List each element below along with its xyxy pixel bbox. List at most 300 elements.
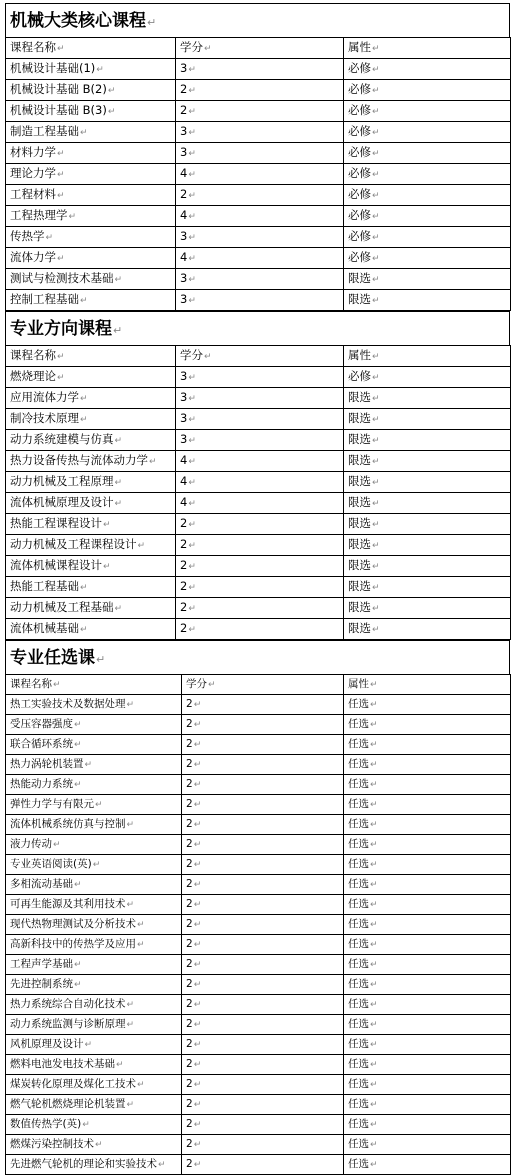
course-name-cell: 动力机械及工程课程设计↵ (6, 535, 176, 556)
cell-text: 数值传热学(英) (10, 1118, 82, 1130)
table-row (6, 248, 511, 269)
course-name-cell: 先进燃气轮机的理论和实验技术↵ (6, 1155, 182, 1175)
credit-cell: 3↵ (176, 290, 344, 311)
credit-cell: 3↵ (176, 143, 344, 164)
attribute-cell: 任选↵ (344, 835, 511, 855)
cell-text: 限选 (348, 271, 371, 285)
cell-text: 必修 (348, 145, 371, 159)
attribute-cell: 限选↵ (344, 598, 511, 619)
table-row (6, 577, 511, 598)
course-name-cell: 工程声学基础↵ (6, 955, 182, 975)
cell-text: 任选 (348, 958, 369, 970)
course-name-cell: 流体机械系统仿真与控制↵ (6, 815, 182, 835)
cell-text: 任选 (348, 798, 369, 810)
course-name-cell: 应用流体力学↵ (6, 388, 176, 409)
cell-text: 2 (186, 1058, 193, 1070)
credit-cell: 2↵ (182, 835, 344, 855)
cell-text: 2 (186, 1158, 193, 1170)
cell-text: 制造工程基础 (10, 124, 79, 138)
cell-text: 热工实验技术及数据处理 (10, 698, 126, 710)
table-row (6, 122, 511, 143)
attribute-cell: 限选↵ (344, 451, 511, 472)
cell-text: 任选 (348, 1138, 369, 1150)
attribute-cell: 任选↵ (344, 1035, 511, 1055)
course-name-cell: 机械设计基础 B(2)↵ (6, 80, 176, 101)
cell-text: 任选 (348, 998, 369, 1010)
cell-text: 3 (180, 432, 188, 446)
attribute-cell: 任选↵ (344, 915, 511, 935)
course-name-cell: 受压容器强度↵ (6, 715, 182, 735)
cell-text: 2 (180, 621, 188, 635)
cell-text: 任选 (348, 1058, 369, 1070)
credit-cell: 2↵ (182, 895, 344, 915)
table-row (6, 290, 511, 311)
header-cell: 课程名称↵ (6, 346, 176, 367)
cell-text: 燃气轮机燃烧理论机装置 (10, 1098, 126, 1110)
course-name-cell: 热力涡轮机装置↵ (6, 755, 182, 775)
credit-cell: 3↵ (176, 227, 344, 248)
course-name-cell: 工程热理学↵ (6, 206, 176, 227)
credit-cell: 2↵ (182, 1075, 344, 1095)
table-row (6, 1115, 511, 1135)
cell-text: 限选 (348, 537, 371, 551)
cell-text: 4 (180, 208, 188, 222)
course-name-cell: 高新科技中的传热学及应用↵ (6, 935, 182, 955)
cell-text: 任选 (348, 938, 369, 950)
course-name-cell: 机械设计基础(1)↵ (6, 59, 176, 80)
cell-text: 2 (186, 1098, 193, 1110)
cell-text: 2 (186, 738, 193, 750)
cell-text: 限选 (348, 411, 371, 425)
course-name-cell: 现代热物理测试及分析技术↵ (6, 915, 182, 935)
attribute-cell: 必修↵ (344, 122, 511, 143)
cell-text: 可再生能源及其利用技术 (10, 898, 126, 910)
table-row (6, 915, 511, 935)
cell-text: 任选 (348, 738, 369, 750)
cell-text: 2 (186, 778, 193, 790)
attribute-cell: 限选↵ (344, 514, 511, 535)
credit-cell: 2↵ (182, 755, 344, 775)
table-row (6, 935, 511, 955)
credit-cell: 2↵ (176, 556, 344, 577)
cell-text: 限选 (348, 600, 371, 614)
credit-cell: 2↵ (176, 577, 344, 598)
course-name-cell: 多相流动基础↵ (6, 875, 182, 895)
section-title-core: 机械大类核心课程↵ (5, 3, 510, 37)
credit-cell: 2↵ (176, 514, 344, 535)
attribute-cell: 任选↵ (344, 1155, 511, 1175)
credit-cell: 2↵ (182, 815, 344, 835)
cell-text: 2 (186, 878, 193, 890)
cell-text: 限选 (348, 474, 371, 488)
header-cell: 学分↵ (182, 675, 344, 695)
credit-cell: 2↵ (182, 975, 344, 995)
course-name-cell: 热能动力系统↵ (6, 775, 182, 795)
cell-text: 2 (186, 918, 193, 930)
table-row (6, 388, 511, 409)
cell-text: 2 (186, 998, 193, 1010)
credit-cell: 2↵ (182, 1095, 344, 1115)
cell-text: 必修 (348, 82, 371, 96)
table-row (6, 598, 511, 619)
section-title-text: 机械大类核心课程 (10, 11, 146, 31)
cell-text: 2 (186, 938, 193, 950)
header-cell: 课程名称↵ (6, 38, 176, 59)
attribute-cell: 必修↵ (344, 59, 511, 80)
cell-text: 2 (180, 579, 188, 593)
cell-text: 2 (186, 858, 193, 870)
table-row (6, 715, 511, 735)
course-name-cell: 制冷技术原理↵ (6, 409, 176, 430)
credit-cell: 2↵ (182, 1135, 344, 1155)
cell-text: 任选 (348, 698, 369, 710)
credit-cell: 3↵ (176, 409, 344, 430)
credit-cell: 2↵ (176, 619, 344, 640)
cell-text: 课程名称 (10, 348, 56, 362)
cell-text: 动力系统建模与仿真 (10, 432, 114, 446)
course-name-cell: 煤炭转化原理及煤化工技术↵ (6, 1075, 182, 1095)
credit-cell: 2↵ (176, 80, 344, 101)
credit-cell: 4↵ (176, 248, 344, 269)
cell-text: 燃煤污染控制技术 (10, 1138, 94, 1150)
table-row (6, 556, 511, 577)
table-row (6, 101, 511, 122)
table-row (6, 185, 511, 206)
cell-text: 2 (186, 958, 193, 970)
attribute-cell: 限选↵ (344, 535, 511, 556)
table-row (6, 472, 511, 493)
cell-text: 机械设计基础 B(3) (10, 103, 107, 117)
cell-text: 燃烧理论 (10, 369, 56, 383)
attribute-cell: 任选↵ (344, 855, 511, 875)
cell-text: 限选 (348, 621, 371, 635)
header-cell: 属性↵ (344, 346, 511, 367)
credit-cell: 2↵ (182, 1015, 344, 1035)
course-name-cell: 测试与检测技术基础↵ (6, 269, 176, 290)
credit-cell: 2↵ (176, 598, 344, 619)
cell-text: 限选 (348, 292, 371, 306)
cell-text: 应用流体力学 (10, 390, 79, 404)
attribute-cell: 限选↵ (344, 409, 511, 430)
credit-cell: 2↵ (182, 1035, 344, 1055)
cell-text: 2 (186, 898, 193, 910)
cell-text: 热力系统综合自动化技术 (10, 998, 126, 1010)
attribute-cell: 任选↵ (344, 955, 511, 975)
cell-text: 弹性力学与有限元 (10, 798, 94, 810)
cell-text: 2 (186, 1038, 193, 1050)
course-name-cell: 流体机械基础↵ (6, 619, 176, 640)
course-name-cell: 热能工程课程设计↵ (6, 514, 176, 535)
cell-text: 2 (180, 600, 188, 614)
attribute-cell: 任选↵ (344, 755, 511, 775)
course-name-cell: 机械设计基础 B(3)↵ (6, 101, 176, 122)
cell-text: 学分 (180, 40, 203, 54)
table-row (6, 227, 511, 248)
cell-text: 3 (180, 369, 188, 383)
cell-text: 工程材料 (10, 187, 56, 201)
credit-cell: 2↵ (182, 935, 344, 955)
cell-text: 限选 (348, 390, 371, 404)
credit-cell: 2↵ (182, 735, 344, 755)
cell-text: 任选 (348, 1118, 369, 1130)
credit-cell: 3↵ (176, 367, 344, 388)
cell-text: 任选 (348, 858, 369, 870)
course-name-cell: 流体力学↵ (6, 248, 176, 269)
cell-text: 2 (186, 1138, 193, 1150)
credit-cell: 2↵ (182, 855, 344, 875)
table-row (6, 143, 511, 164)
course-name-cell: 可再生能源及其利用技术↵ (6, 895, 182, 915)
cell-text: 属性 (348, 40, 371, 54)
course-name-cell: 热力设备传热与流体动力学↵ (6, 451, 176, 472)
cell-text: 任选 (348, 838, 369, 850)
attribute-cell: 限选↵ (344, 556, 511, 577)
table-row (6, 795, 511, 815)
cell-text: 4 (180, 453, 188, 467)
cell-text: 热力涡轮机装置 (10, 758, 84, 770)
attribute-cell: 限选↵ (344, 388, 511, 409)
credit-cell: 2↵ (176, 185, 344, 206)
cell-text: 课程名称 (10, 40, 56, 54)
credit-cell: 2↵ (182, 795, 344, 815)
cell-text: 现代热物理测试及分析技术 (10, 918, 136, 930)
attribute-cell: 限选↵ (344, 269, 511, 290)
cell-text: 流体机械课程设计 (10, 558, 102, 572)
credit-cell: 2↵ (182, 1115, 344, 1135)
table-row (6, 1155, 511, 1175)
cell-text: 理论力学 (10, 166, 56, 180)
cell-text: 联合循环系统 (10, 738, 73, 750)
cell-text: 4 (180, 495, 188, 509)
cell-text: 任选 (348, 1078, 369, 1090)
credit-cell: 3↵ (176, 59, 344, 80)
cell-text: 必修 (348, 250, 371, 264)
cell-text: 机械设计基础 B(2) (10, 82, 107, 96)
cell-text: 2 (180, 187, 188, 201)
course-name-cell: 理论力学↵ (6, 164, 176, 185)
attribute-cell: 任选↵ (344, 1055, 511, 1075)
cell-text: 2 (180, 537, 188, 551)
attribute-cell: 必修↵ (344, 227, 511, 248)
cell-text: 任选 (348, 1038, 369, 1050)
cell-text: 必修 (348, 166, 371, 180)
cell-text: 机械设计基础(1) (10, 61, 96, 75)
cell-text: 4 (180, 250, 188, 264)
cell-text: 属性 (348, 348, 371, 362)
credit-cell: 4↵ (176, 206, 344, 227)
course-name-cell: 动力机械及工程基础↵ (6, 598, 176, 619)
table-row (6, 514, 511, 535)
cell-text: 动力机械及工程原理 (10, 474, 114, 488)
course-name-cell: 先进控制系统↵ (6, 975, 182, 995)
header-cell: 课程名称↵ (6, 675, 182, 695)
table-row (6, 875, 511, 895)
table-row (6, 975, 511, 995)
attribute-cell: 任选↵ (344, 1095, 511, 1115)
cell-text: 传热学 (10, 229, 45, 243)
cell-text: 2 (186, 698, 193, 710)
course-name-cell: 燃气轮机燃烧理论机装置↵ (6, 1095, 182, 1115)
table-row (6, 619, 511, 640)
cell-text: 必修 (348, 61, 371, 75)
attribute-cell: 限选↵ (344, 430, 511, 451)
cell-text: 必修 (348, 103, 371, 117)
cell-text: 专业英语阅读(英) (10, 858, 92, 870)
attribute-cell: 必修↵ (344, 80, 511, 101)
cell-text: 必修 (348, 208, 371, 222)
attribute-cell: 任选↵ (344, 715, 511, 735)
cell-text: 2 (180, 516, 188, 530)
credit-cell: 3↵ (176, 430, 344, 451)
table-row (6, 430, 511, 451)
cell-text: 测试与检测技术基础 (10, 271, 114, 285)
cell-text: 必修 (348, 369, 371, 383)
course-name-cell: 燃料电池发电技术基础↵ (6, 1055, 182, 1075)
attribute-cell: 必修↵ (344, 101, 511, 122)
attribute-cell: 必修↵ (344, 143, 511, 164)
credit-cell: 4↵ (176, 451, 344, 472)
cell-text: 任选 (348, 878, 369, 890)
course-name-cell: 流体机械课程设计↵ (6, 556, 176, 577)
credit-cell: 2↵ (182, 695, 344, 715)
table-row (6, 269, 511, 290)
cell-text: 4 (180, 474, 188, 488)
table-header-row (6, 346, 511, 367)
cell-text: 多相流动基础 (10, 878, 73, 890)
cell-text: 3 (180, 229, 188, 243)
course-name-cell: 制造工程基础↵ (6, 122, 176, 143)
attribute-cell: 任选↵ (344, 735, 511, 755)
attribute-cell: 任选↵ (344, 695, 511, 715)
course-name-cell: 控制工程基础↵ (6, 290, 176, 311)
cell-text: 2 (186, 1078, 193, 1090)
cell-text: 任选 (348, 718, 369, 730)
cell-text: 3 (180, 145, 188, 159)
attribute-cell: 任选↵ (344, 1115, 511, 1135)
table-row (6, 1075, 511, 1095)
table-row (6, 855, 511, 875)
credit-cell: 2↵ (182, 915, 344, 935)
credit-cell: 2↵ (176, 101, 344, 122)
cell-text: 2 (186, 798, 193, 810)
cell-text: 受压容器强度 (10, 718, 73, 730)
table-row (6, 206, 511, 227)
attribute-cell: 任选↵ (344, 875, 511, 895)
course-name-cell: 热力系统综合自动化技术↵ (6, 995, 182, 1015)
table-row (6, 535, 511, 556)
course-name-cell: 液力传动↵ (6, 835, 182, 855)
course-name-cell: 专业英语阅读(英)↵ (6, 855, 182, 875)
attribute-cell: 任选↵ (344, 1015, 511, 1035)
cell-text: 2 (186, 718, 193, 730)
attribute-cell: 任选↵ (344, 795, 511, 815)
credit-cell: 3↵ (176, 388, 344, 409)
cell-text: 2 (186, 1018, 193, 1030)
course-name-cell: 动力系统监测与诊断原理↵ (6, 1015, 182, 1035)
section-title-elective: 专业任选课↵ (5, 640, 510, 674)
course-name-cell: 燃烧理论↵ (6, 367, 176, 388)
attribute-cell: 任选↵ (344, 775, 511, 795)
table-row (6, 59, 511, 80)
cell-text: 任选 (348, 818, 369, 830)
table-row (6, 1135, 511, 1155)
course-document (5, 3, 510, 1175)
cell-text: 限选 (348, 579, 371, 593)
cell-text: 2 (186, 758, 193, 770)
cell-text: 属性 (348, 678, 369, 690)
table-row (6, 1055, 511, 1075)
course-name-cell: 流体机械原理及设计↵ (6, 493, 176, 514)
cell-text: 限选 (348, 495, 371, 509)
attribute-cell: 任选↵ (344, 935, 511, 955)
course-name-cell: 动力机械及工程原理↵ (6, 472, 176, 493)
cell-text: 必修 (348, 187, 371, 201)
cell-text: 先进控制系统 (10, 978, 73, 990)
course-name-cell: 材料力学↵ (6, 143, 176, 164)
core-courses-table (5, 37, 511, 311)
course-name-cell: 数值传热学(英)↵ (6, 1115, 182, 1135)
attribute-cell: 任选↵ (344, 815, 511, 835)
header-cell: 学分↵ (176, 346, 344, 367)
cell-text: 3 (180, 271, 188, 285)
cell-text: 任选 (348, 778, 369, 790)
attribute-cell: 必修↵ (344, 185, 511, 206)
course-name-cell: 弹性力学与有限元↵ (6, 795, 182, 815)
attribute-cell: 必修↵ (344, 367, 511, 388)
header-cell: 属性↵ (344, 38, 511, 59)
cell-text: 流体机械基础 (10, 621, 79, 635)
header-cell: 学分↵ (176, 38, 344, 59)
cell-text: 任选 (348, 1018, 369, 1030)
cell-text: 燃料电池发电技术基础 (10, 1058, 115, 1070)
cell-text: 2 (186, 838, 193, 850)
cell-text: 任选 (348, 758, 369, 770)
attribute-cell: 限选↵ (344, 493, 511, 514)
credit-cell: 2↵ (182, 1055, 344, 1075)
cell-text: 限选 (348, 558, 371, 572)
cell-text: 煤炭转化原理及煤化工技术 (10, 1078, 136, 1090)
table-row (6, 409, 511, 430)
course-name-cell: 传热学↵ (6, 227, 176, 248)
cell-text: 3 (180, 61, 188, 75)
cell-text: 学分 (186, 678, 207, 690)
table-row (6, 451, 511, 472)
course-name-cell: 热能工程基础↵ (6, 577, 176, 598)
cell-text: 任选 (348, 898, 369, 910)
course-name-cell: 风机原理及设计↵ (6, 1035, 182, 1055)
cell-text: 3 (180, 292, 188, 306)
course-name-cell: 燃煤污染控制技术↵ (6, 1135, 182, 1155)
cell-text: 2 (186, 1118, 193, 1130)
table-row (6, 367, 511, 388)
section-title-text: 专业方向课程 (10, 319, 112, 339)
attribute-cell: 必修↵ (344, 206, 511, 227)
credit-cell: 2↵ (176, 535, 344, 556)
cell-text: 热力设备传热与流体动力学 (10, 453, 148, 467)
cell-text: 限选 (348, 516, 371, 530)
credit-cell: 4↵ (176, 164, 344, 185)
course-name-cell: 热工实验技术及数据处理↵ (6, 695, 182, 715)
attribute-cell: 限选↵ (344, 577, 511, 598)
table-row (6, 955, 511, 975)
cell-text: 任选 (348, 1098, 369, 1110)
cell-text: 流体力学 (10, 250, 56, 264)
table-row (6, 735, 511, 755)
credit-cell: 4↵ (176, 493, 344, 514)
cell-text: 2 (186, 818, 193, 830)
cell-text: 限选 (348, 432, 371, 446)
cell-text: 课程名称 (10, 678, 52, 690)
